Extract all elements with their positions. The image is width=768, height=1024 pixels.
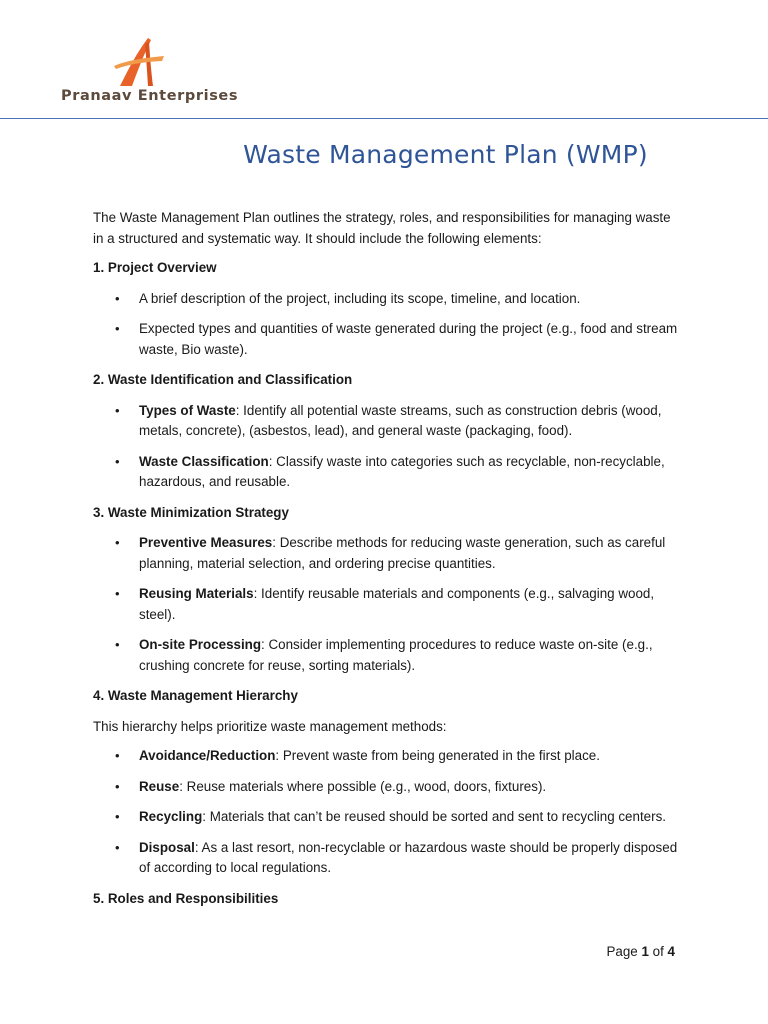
list-item bbox=[139, 319, 683, 360]
item-term: Waste Classification bbox=[139, 453, 269, 469]
intro-paragraph: The Waste Management Plan outlines the strategy, roles, and responsibilities for managing waste in a structured and systematic way. It should include the following elements: bbox=[93, 210, 671, 246]
document-title: Waste Management Plan (WMP) bbox=[243, 140, 648, 169]
section-heading: 2. Waste Identification and Classification bbox=[93, 372, 353, 387]
item-term: Avoidance/Reduction bbox=[139, 748, 276, 763]
item-term: Disposal bbox=[139, 839, 195, 855]
logo-a-mark-icon bbox=[114, 36, 164, 88]
section-paragraph: This hierarchy helps prioritize waste management methods: bbox=[93, 718, 447, 734]
list-item bbox=[139, 746, 683, 767]
page-header bbox=[0, 0, 768, 122]
item-term: Preventive Measures bbox=[139, 535, 273, 550]
item-text: : As a last resort, non-recyclable or hazardous waste should be properly disposed of according to local regulations. bbox=[139, 839, 678, 875]
item-term: Recycling bbox=[139, 809, 203, 824]
item-text: : Describe methods for reducing waste generation, such as careful planning, material selection, and ordering precise quantities. bbox=[139, 535, 666, 571]
company-logo bbox=[58, 36, 238, 110]
section-heading: 5. Roles and Responsibilities bbox=[93, 890, 279, 906]
section-heading: 1. Project Overview bbox=[93, 260, 217, 275]
item-text: : Materials that can’t be reused should be sorted and sent to recycling centers. bbox=[202, 809, 666, 824]
item-text: : Identify all potential waste streams, such as construction debris (wood, metals, concrete), (asbestos, lead), and general waste (packaging, food). bbox=[139, 402, 662, 438]
item-text: Expected types and quantities of waste generated during the project (e.g., food and stream waste, Bio waste). bbox=[139, 321, 678, 357]
item-text: A brief description of the project, including its scope, timeline, and location. bbox=[139, 290, 581, 306]
bullet-list bbox=[93, 289, 683, 361]
list-item bbox=[139, 452, 683, 493]
page-number bbox=[606, 944, 675, 959]
page-current: 1 bbox=[641, 944, 649, 959]
page-total: 4 bbox=[667, 944, 675, 959]
list-item bbox=[139, 838, 683, 879]
item-text: : Classify waste into categories such as recyclable, non-recyclable, hazardous, and reusable. bbox=[139, 453, 665, 489]
list-item bbox=[139, 807, 683, 828]
header-divider bbox=[0, 118, 768, 119]
bullet-list bbox=[93, 746, 683, 879]
item-text: : Prevent waste from being generated in the first place. bbox=[275, 748, 600, 763]
item-text: : Identify reusable materials and components (e.g., salvaging wood, steel). bbox=[139, 586, 655, 622]
item-term: Reuse bbox=[139, 778, 180, 794]
page-of: of bbox=[652, 944, 664, 959]
section-heading: 4. Waste Management Hierarchy bbox=[93, 688, 298, 703]
item-term: Reusing Materials bbox=[139, 586, 254, 601]
list-item bbox=[139, 289, 683, 310]
list-item bbox=[139, 401, 683, 442]
list-item bbox=[139, 777, 683, 798]
section-heading: 3. Waste Minimization Strategy bbox=[93, 504, 289, 520]
list-item bbox=[139, 635, 683, 676]
item-text: : Consider implementing procedures to reduce waste on-site (e.g., crushing concrete for reuse, sorting materials). bbox=[139, 637, 653, 673]
item-term: Types of Waste bbox=[139, 402, 236, 418]
item-term: On-site Processing bbox=[139, 637, 262, 652]
list-item bbox=[139, 584, 683, 625]
list-item bbox=[139, 533, 683, 574]
bullet-list bbox=[93, 533, 683, 676]
company-name: Pranaav Enterprises bbox=[61, 88, 239, 104]
bullet-list bbox=[93, 401, 683, 493]
item-text: : Reuse materials where possible (e.g., wood, doors, fixtures). bbox=[179, 778, 547, 794]
page-label: Page bbox=[606, 944, 638, 959]
document-body bbox=[93, 208, 683, 919]
